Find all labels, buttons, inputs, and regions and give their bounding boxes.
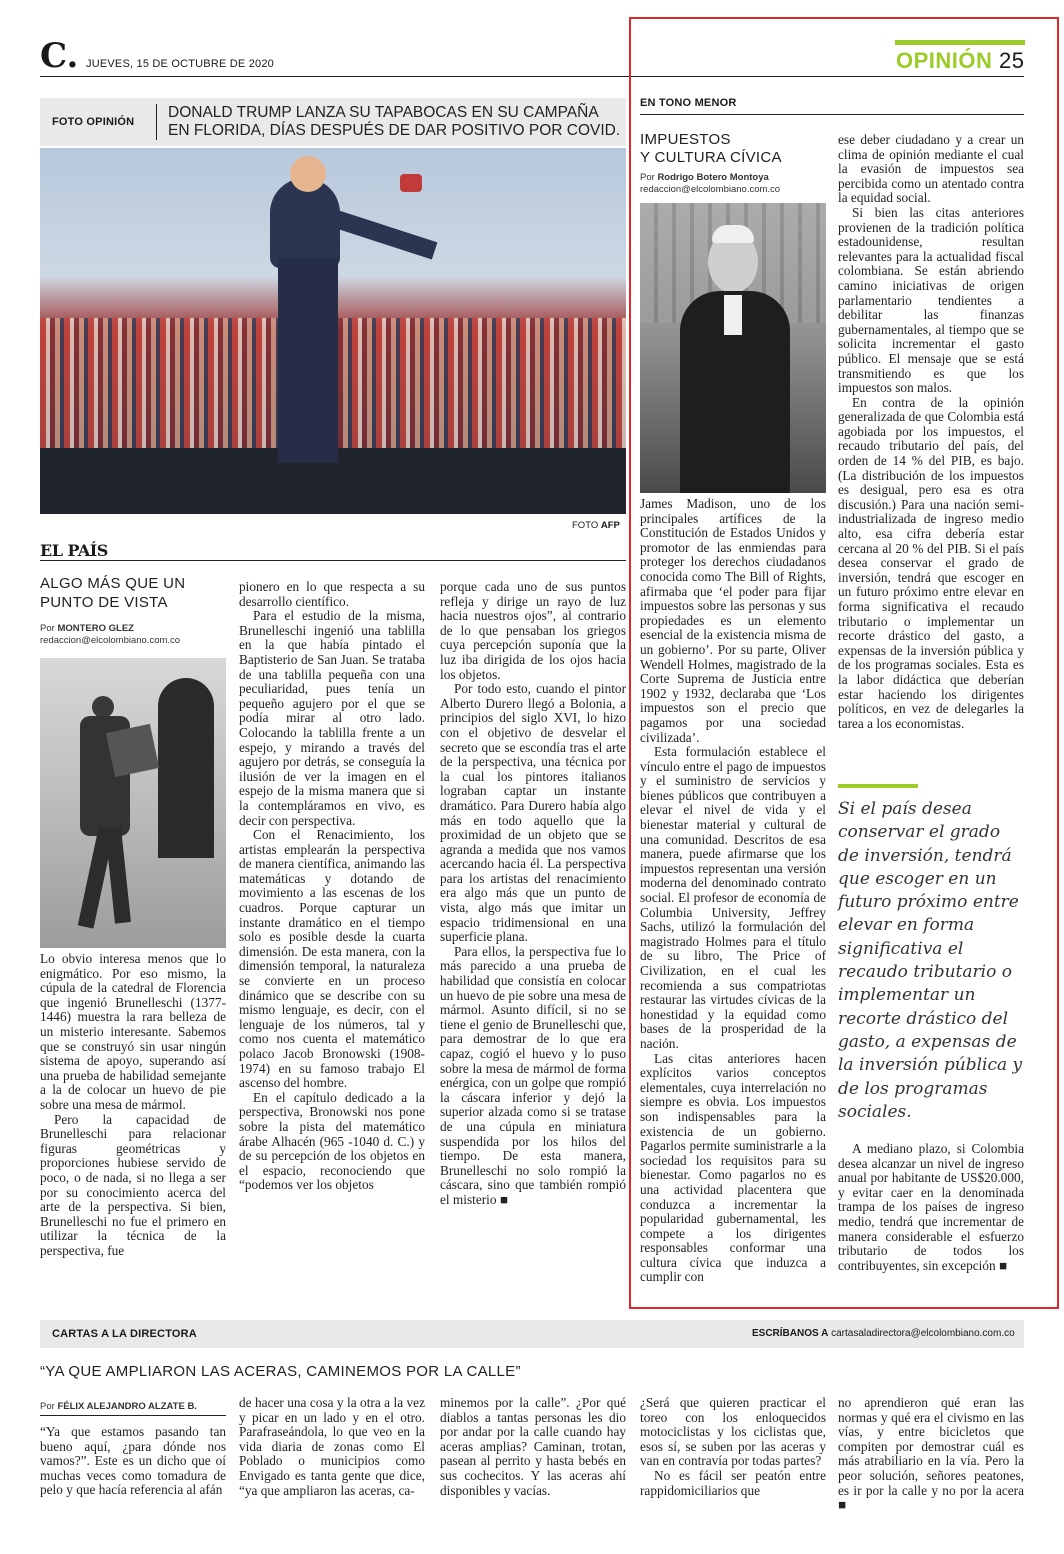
trump-photo xyxy=(40,148,626,514)
tono-section: EN TONO MENOR xyxy=(640,97,737,109)
cartas-byline: Por FÉLIX ALEJANDRO ALZATE B. xyxy=(40,1401,197,1412)
pull-quote: Si el país desea conservar el grado de inversión, tendrá que escoger en un futuro próximo entre elevar en forma significativa el recaudo tributario o implementar un recorte drástico del gasto, a expensas de la inversión pública y de los programas sociales. xyxy=(838,799,1023,1122)
statue-photo xyxy=(40,658,226,948)
cartas-email[interactable]: cartasaladirectora@elcolombiano.com.co xyxy=(831,1328,1015,1339)
elpais-title: ALGO MÁS QUE UN PUNTO DE VISTA xyxy=(40,575,186,611)
elpais-col-2: pionero en lo que respecta a su desarrollo científico. Para el estudio de la misma, Brunelleschi ingenió una tablilla en la que había pintado el Baptisterio de San Juan. Se trataba de una tablilla pequeña con una peculiaridad, pues tenía un pequeño agujero por el que se podía mirar al otro lado. Colocando la tablilla frente a un espejo, y mirando a través del agujero por detrás, se conseguía la ilusión de ver la imagen en el espejo de la misma manera que si la contempláramos en vivo, es decir con perspectiva. Con el Renacimiento, los artistas emplearán la perspectiva de manera científica, animando las matemáticas y dotando de movimiento a las escenas de los cuadros. Porque capturar un instante dramático en el tiempo solo es posible desde la cuarta dimensión. De esta manera, con la dimensión temporal, la naturaleza se convierte en un proceso dinámico que se describe con su mismo lenguaje, es decir, con el lenguaje de los números, tal y como nos cuenta el matemático polaco Jacob Bronowski (1908-1974) en su famoso trabajo El ascenso del hombre. En el capítulo dedicado a la perspectiva, Bronowski nos pone sobre la pista del matemático árabe Alhacén (965 -1040 d. C.) y de su percepción de los objetos en el espacio, reconociendo que “podemos ver los objetos xyxy=(239,580,425,1193)
cartas-col-4: ¿Será que quieren practicar el toreo con los enloquecidos motociclistas y los ciclistas que, esos sí, se suben por las aceras y van en contravía por todas partes? No es fácil ser peatón entre rappidomiciliarios que xyxy=(640,1396,826,1498)
author-photo xyxy=(640,203,826,493)
foto-divider xyxy=(156,104,157,140)
elpais-byline: Por MONTERO GLEZ xyxy=(40,623,134,634)
tono-col-2: ese deber ciudadano y a crear un clima de opinión mediante el cual la evasión de impuestos sea percibida como un atentado contra la equidad social. Si bien las citas anteriores provienen de la tradición política estadounidense, resultan relevantes para la actualidad fiscal colombiana. Se están abriendo camino iniciativas de origen parlamentario tendientes a debilitar las finanzas gubernamentales, al tiempo que se solicita incrementar el gasto público. El mensaje que se está transmitiendo es que los impuestos son malos. En contra de la opinión generalizada de que Colombia está agobiada por los impuestos, el recaudo tributario del país, del orden de 14 % del PIB, es bajo. (La distribución de los impuestos es desigual, pero esa es otra discusión.) Para una nación semi-industrializada de ingreso medio alto, esa cifra debería estar cercana al 20 % del PIB. Si el país desea conservar el grado de inversión, tendrá que escoger en un futuro próximo entre elevar en forma significativa el recaudo tributario o implementar un recorte drástico del gasto, a expensas de la inversión pública y de los programas sociales. Esta es la labor didáctica que deberían estar haciendo los dirigentes políticos, en vez de delegarles la tarea a los economistas. xyxy=(838,133,1024,731)
logo: C. xyxy=(40,36,79,76)
cartas-col-2: de hacer una cosa y la otra a la vez y picar en un lado y en el otro. Parafraseándola, lo que veo en la vida diaria de zonas como El Poblado o municipios como Envigado es tanta gente que dice, “ya que ampliaron las aceras, ca- xyxy=(239,1396,425,1498)
header-date: JUEVES, 15 DE OCTUBRE DE 2020 xyxy=(86,58,274,70)
elpais-rule xyxy=(40,560,626,561)
cartas-title: “YA QUE AMPLIARON LAS ACERAS, CAMINEMOS POR LA CALLE” xyxy=(40,1363,521,1380)
foto-caption: DONALD TRUMP LANZA SU TAPABOCAS EN SU CAMPAÑA EN FLORIDA, DÍAS DESPUÉS DE DAR POSITIVO POR COVID. xyxy=(168,104,621,139)
page-number: 25 xyxy=(999,48,1025,73)
tono-col-1: James Madison, uno de los principales artífices de la Constitución de Estados Unidos y promotor de las enmiendas para proteger los derechos ciudadanos conocida como The Bill of Rights, afirmaba que ‘el poder para fijar impuestos sobre las personas y sus propiedades es un elemento esencial de la existencia misma de un gobierno’. Por su parte, Oliver Wendell Holmes, magistrado de la Corte Suprema de Justicia entre 1902 y 1932, declaraba que ‘Los impuestos son el precio que pagamos por una sociedad civilizada’. Esta formulación establece el vínculo entre el pago de impuestos y el suministro de servicios y bienes públicos que contribuyen a elevar el nivel de vida y el bienestar material y cultural de una comunidad. Descritos de esa manera, puede afirmarse que los impuestos representan una versión moderna del denominado contrato social. El profesor de economía de Columbia University, Jeffrey Sachs, utilizó la formulación del magistrado Holmes para el título de su libro, The Price of Civilization, en el cual les recomienda a sus compatriotas restaurar las virtudes cívicas de la honestidad y la equidad como bases de la prosperidad de la nación. Las citas anteriores hacen explícitos varios conceptos elementales, cuya interrelación no siempre es obvia. Los impuestos son indispensables para la existencia de un gobierno. Pagarlos permite suministrarle a la sociedad los requisitos para su bienestar. Como pagarlos no es una actividad placentera que conduzca a incrementar la popularidad gubernamental, les compete a los dirigentes responsables conformar una cultura cívica que induzca a cumplir con xyxy=(640,497,826,1285)
cartas-col-5: no aprendieron qué eran las normas y qué era el civismo en las vías, y entre bicicletos que compiten por demostrar cuál es más atrabiliario en la vía. Pero la peor solución, señores peatones, es ir por la calle y no por la acera ■ xyxy=(838,1396,1024,1513)
foto-label: FOTO OPINIÓN xyxy=(52,116,135,128)
cartas-section: CARTAS A LA DIRECTORA xyxy=(52,1328,197,1340)
elpais-email: redaccion@elcolombiano.com.co xyxy=(40,635,181,646)
cartas-col-3: minemos por la calle”. ¿Por qué diablos a tantas personas les dio por andar por la calle cuando hay aceras amplias? Caminan, trotan, pasean al perrito y hasta bebés en sus cochecitos. Y las aceras ahí disponibles y vacías. xyxy=(440,1396,626,1498)
elpais-col-1: Lo obvio interesa menos que lo enigmático. Por eso mismo, la cúpula de la catedral de Florencia que ingenió Brunelleschi (1377-1446) muestra la rara belleza de un misterio interesante. Sabemos que se construyó sin usar ningún sistema de apoyo, superando así una prueba de habilidad semejante a la de colocar un huevo de pie sobre una mesa de mármol. Pero la capacidad de Brunelleschi para relacionar figuras geométricas y proporciones hubiese servido de poco, o de nada, si no llega a ser por su conocimiento acerca del arte de la perspectiva. Si bien, Brunelleschi no fue el primero en utilizar la técnica de la perspectiva, fue xyxy=(40,952,226,1258)
tono-byline: Por Rodrigo Botero Montoya xyxy=(640,172,769,183)
tono-rule xyxy=(640,114,1024,115)
cartas-byline-rule xyxy=(40,1415,226,1416)
section-title: OPINIÓN 25 xyxy=(896,48,1025,73)
tono-email: redaccion@elcolombiano.com.co xyxy=(640,184,781,195)
tono-title: IMPUESTOS Y CULTURA CÍVICA xyxy=(640,131,782,166)
photo-credit: FOTO AFP xyxy=(572,520,620,531)
cartas-col-1: “Ya que estamos pasando tan bueno aquí, ¿para dónde nos vamos?”. Este es un dicho que oí muchas veces como tomadura de pelo y que hacía referencia al afán xyxy=(40,1425,226,1498)
tono-col-2-end: A mediano plazo, si Colombia desea alcanzar un nivel de ingreso anual por habitante de US$20.000, y evitar caer en la denominada trampa de los países de ingreso medio, tendrá que incrementar de manera considerable el esfuerzo tributario de todos los contribuyentes, sin excepción ■ xyxy=(838,1142,1024,1273)
cartas-write: ESCRÍBANOS A cartasaladirectora@elcolombiano.com.co xyxy=(752,1328,1015,1339)
elpais-brand: EL PAÍS xyxy=(40,541,108,560)
elpais-col-3: porque cada uno de sus puntos refleja y dirige un rayo de luz hacia nuestros ojos”, al contrario de lo que pensaban los griegos cuya percepción suponía que la luz iba dirigida de los ojos hacia los objetos. Por todo esto, cuando el pintor Alberto Durero llegó a Bolonia, a principios del siglo XVI, lo hizo con el objetivo de desvelar el secreto que se escondía tras el arte de la perspectiva, una técnica por la cual los pintores italianos lograban captar un instante dramático. Para Durero había algo más en todo aquello que la proximidad de un objeto que se agranda a medida que nos vamos acercando hacia él. La perspectiva para los artistas del renacimiento era algo más que un punto de vista, algo más que imitar un espacio tridimensional en una superficie plana. Para ellos, la perspectiva fue lo más parecido a una prueba de habilidad que consistía en colocar un huevo de pie sobre una mesa de mármol. Asunto difícil, si no se tiene el genio de Brunelleschi que, para demostrar de lo que era capaz, cogió el huevo y lo puso sobre la mesa de mármol de forma enérgica, con un golpe que rompió la cáscara inferior y dejó la superior alzada como si se tratase de una cúpula en miniatura suspendida por los hilos del tiempo. De esta manera, Brunelleschi no solo rompió la cáscara, sino que también rompió el misterio ■ xyxy=(440,580,626,1207)
quote-accent xyxy=(838,784,918,788)
